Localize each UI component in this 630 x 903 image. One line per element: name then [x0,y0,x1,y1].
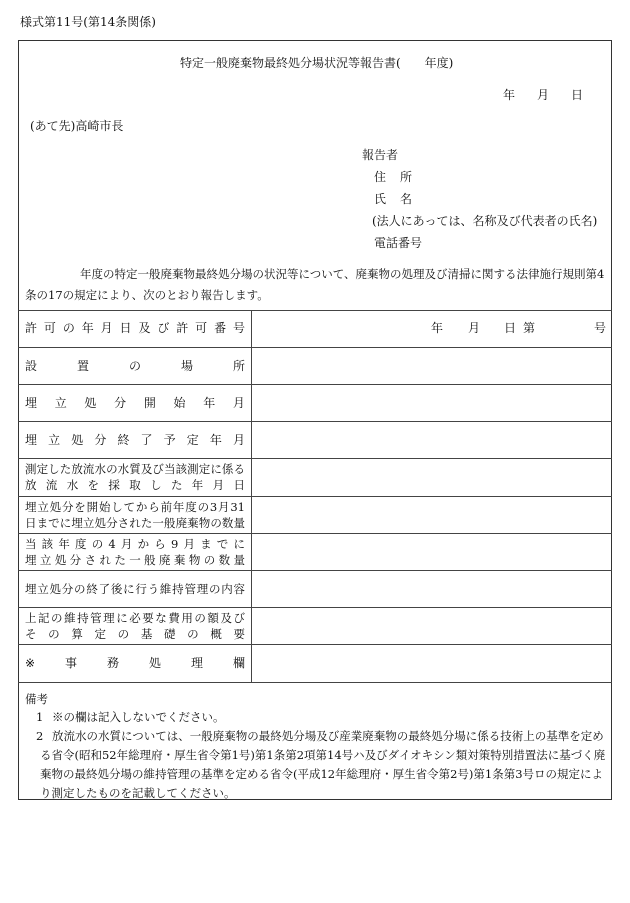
notes-heading: 備考 [25,692,48,706]
value-post-closure-maintenance[interactable] [252,571,611,606]
form-title: 特定一般廃棄物最終処分場状況等報告書( 年度) [180,56,454,70]
value-landfill-start[interactable] [252,385,611,420]
row-maintenance-cost-label: 上記の維持管理に必要な費用の額及び その算定の基礎の概要 [25,611,245,641]
value-landfill-quantity-previous[interactable] [252,497,611,532]
row-landfill-start-label: 埋 立 処 分 開 始 年 月 [25,396,245,410]
intro-line-1: 年度の特定一般廃棄物最終処分場の状況等について、廃棄物の処理及び清掃に関する法律施行規則第4 [80,267,605,281]
reporter-corporate-note: (法人にあっては、名称及び代表者の氏名) [372,214,598,228]
note-2-number: 2 [36,729,44,743]
value-maintenance-cost[interactable] [252,608,611,643]
reporter-phone-label: 電話番号 [374,236,423,250]
value-landfill-quantity-current[interactable] [252,534,611,569]
date-day-label: 日 [571,88,584,102]
value-effluent-quality[interactable] [252,459,611,495]
row-installation-location-label: 設 置 の 場 所 [25,359,245,373]
intro-line-2: 条の17の規定により、次のとおり報告します。 [25,288,269,302]
addressee: (あて先)高崎市長 [30,119,124,133]
note-2-line-3: 棄物の最終処分場の維持管理の基準を定める省令(平成12年総理府・厚生省令第2号)第1条第3号ロの規定によ [40,767,604,781]
permit-month-label: 月 [468,321,481,335]
value-office-use [252,645,611,681]
permit-year-label: 年 [431,321,444,335]
report-form-frame [18,40,612,800]
permit-go-label: 号 [594,321,607,335]
reporter-address-label: 住 所 [374,170,412,184]
permit-day-label: 日 [504,321,517,335]
note-1-text: ※の欄は記入しないでください。 [52,710,225,724]
note-1-number: 1 [36,710,44,724]
reporter-heading: 報告者 [362,148,399,162]
note-2-line-4: り測定したものを記載してください。 [40,786,236,800]
row-post-closure-maintenance-label: 埋立処分の終了後に行う維持管理の内容 [25,582,245,596]
permit-dai-label: 第 [523,321,536,335]
value-landfill-end-planned[interactable] [252,422,611,457]
row-landfill-quantity-current-label: 当該年度の4月から9月までに 埋立処分された一般廃棄物の数量 [25,537,245,567]
row-effluent-quality-label: 測定した放流水の水質及び当該測定に係る 放流水を採取した年月日 [25,462,245,492]
row-landfill-quantity-previous-label: 埋立処分を開始してから前年度の3月31 日までに埋立処分された一般廃棄物の数量 [25,500,245,530]
date-year-label: 年 [503,88,516,102]
form-number: 様式第11号(第14条関係) [20,15,156,29]
note-2-line-1: 放流水の水質については、一般廃棄物の最終処分場及び産業廃棄物の最終処分場に係る技術上の基準を定め [52,729,604,743]
row-landfill-end-planned-label: 埋 立 処 分 終 了 予 定 年 月 [25,433,245,447]
value-installation-location[interactable] [252,348,611,383]
note-2-line-2: る省令(昭和52年総理府・厚生省令第1号)第1条第2項第14号ハ及びダイオキシン類対策特別措置法に基づく廃 [40,748,606,762]
row-permit-date-number-label: 許 可 の 年 月 日 及 び 許 可 番 号 [25,321,245,335]
reporter-name-label: 氏 名 [374,192,412,206]
date-month-label: 月 [537,88,550,102]
row-office-use-label: ※ 事 務 処 理 欄 [25,656,245,670]
